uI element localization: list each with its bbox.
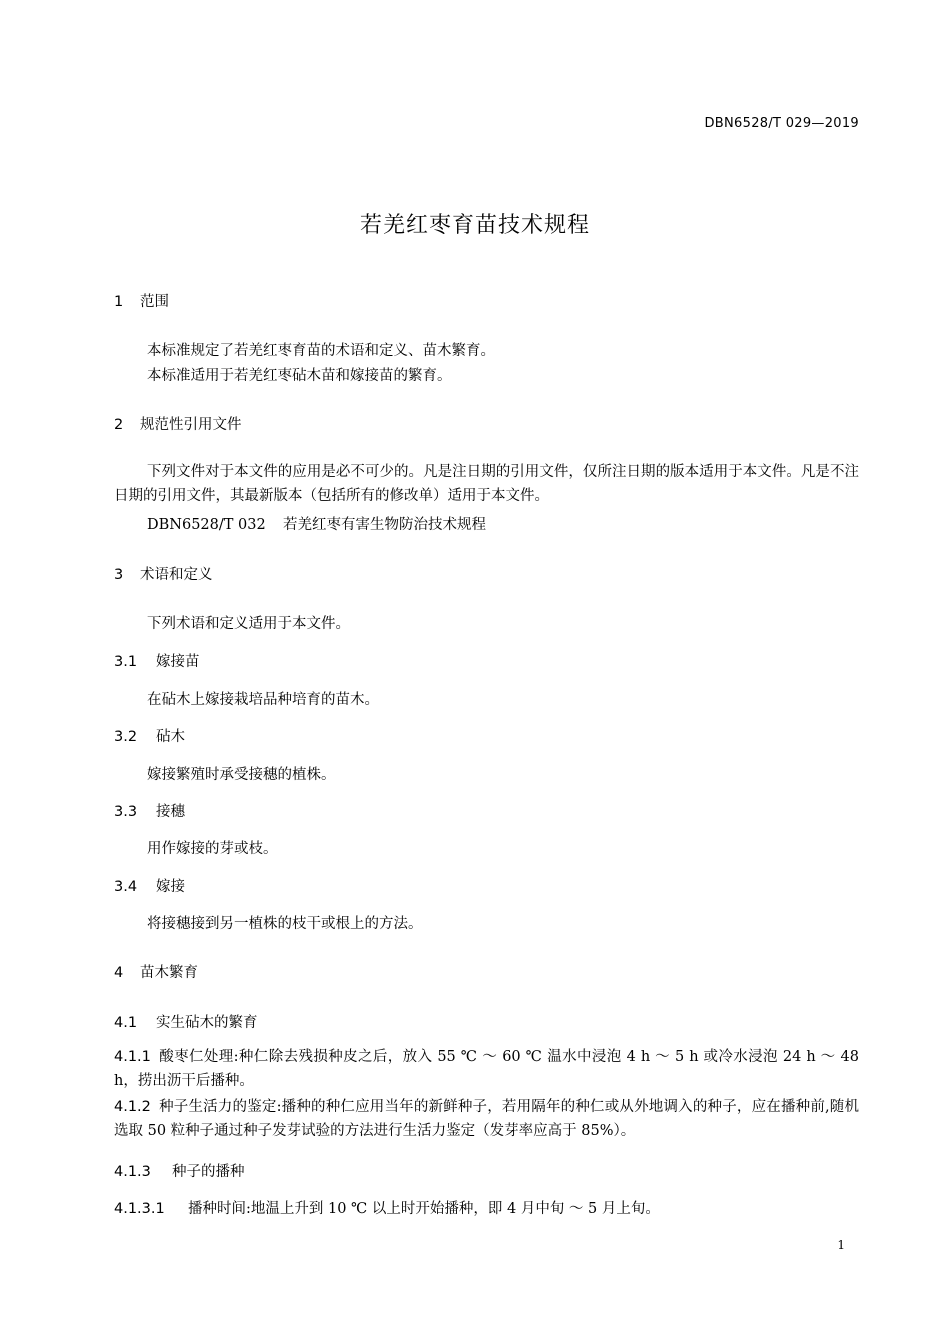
- paragraph: 本标准规定了若羌红枣育苗的术语和定义、苗木繁育。: [147, 343, 495, 359]
- clause-4-1-2: [114, 1096, 859, 1143]
- section-title: 苗木繁育: [140, 965, 198, 981]
- section-3-heading: [114, 563, 213, 584]
- term-name: 接穗: [156, 804, 185, 820]
- term-name: 嫁接: [156, 879, 185, 895]
- standard-code: DBN6528/T 029—2019: [704, 116, 859, 131]
- subsection-heading: [114, 1160, 245, 1181]
- term-name: 嫁接苗: [156, 654, 200, 670]
- clause-number: 4.1.1: [114, 1049, 151, 1065]
- term-heading: [114, 875, 185, 896]
- clause-text: 种子生活力的鉴定:播种的种仁应用当年的新鲜种子，若用隔年的种仁或从外地调入的种子，应在播种前,随机选取 50 粒种子通过种子发芽试验的方法进行生活力鉴定（发芽率应高于 85%）。: [114, 1099, 859, 1139]
- subsection-number: 4.1.3: [114, 1164, 151, 1180]
- normative-reference: [147, 513, 486, 534]
- reference-title: 若羌红枣有害生物防治技术规程: [283, 517, 486, 533]
- subsection-title: 实生砧木的繁育: [156, 1015, 258, 1031]
- clause-number: 4.1.2: [114, 1099, 151, 1115]
- clause-text: 酸枣仁处理:种仁除去残损种皮之后，放入 55 ℃ ～ 60 ℃ 温水中浸泡 4 h ～ 5 h 或冷水浸泡 24 h ～ 48 h，捞出沥干后播种。: [114, 1049, 859, 1089]
- paragraph: 下列术语和定义适用于本文件。: [147, 616, 350, 632]
- section-number: 1: [114, 294, 124, 310]
- paragraph: 本标准适用于若羌红枣砧木苗和嫁接苗的繁育。: [147, 368, 452, 384]
- term-definition: 嫁接繁殖时承受接穗的植株。: [147, 767, 336, 783]
- term-number: 3.1: [114, 654, 138, 670]
- reference-code: DBN6528/T 032: [147, 517, 266, 533]
- subsection-heading: [114, 1011, 258, 1032]
- term-number: 3.4: [114, 879, 138, 895]
- document-title: 若羌红枣育苗技术规程: [359, 213, 590, 238]
- term-name: 砧木: [156, 729, 185, 745]
- term-heading: [114, 650, 200, 671]
- subsection-number: 4.1: [114, 1015, 138, 1031]
- term-number: 3.2: [114, 729, 138, 745]
- term-number: 3.3: [114, 804, 138, 820]
- term-heading: [114, 725, 185, 746]
- section-1-heading: [114, 290, 169, 311]
- clause-number: 4.1.3.1: [114, 1201, 165, 1217]
- term-definition: 在砧木上嫁接栽培品种培育的苗木。: [147, 692, 379, 708]
- clause-text: 播种时间:地温上升到 10 ℃ 以上时开始播种，即 4 月中旬 ～ 5 月上旬。: [188, 1201, 660, 1217]
- section-number: 3: [114, 567, 124, 583]
- clause-4-1-1: [114, 1046, 859, 1093]
- section-4-heading: [114, 961, 198, 982]
- section-title: 范围: [140, 294, 169, 310]
- paragraph: 下列文件对于本文件的应用是必不可少的。凡是注日期的引用文件，仅所注日期的版本适用于本文件。凡是不注日期的引用文件，其最新版本（包括所有的修改单）适用于本文件。: [114, 464, 859, 504]
- section-number: 2: [114, 417, 124, 433]
- section-title: 术语和定义: [140, 567, 213, 583]
- subsection-title: 种子的播种: [172, 1164, 245, 1180]
- term-definition: 将接穗接到另一植株的枝干或根上的方法。: [147, 916, 423, 932]
- term-heading: [114, 800, 185, 821]
- clause-4-1-3-1: [114, 1197, 660, 1218]
- term-definition: 用作嫁接的芽或枝。: [147, 841, 278, 857]
- page-number: 1: [837, 1238, 845, 1252]
- section-title: 规范性引用文件: [140, 417, 242, 433]
- section-number: 4: [114, 965, 124, 981]
- section-2-heading: [114, 413, 242, 434]
